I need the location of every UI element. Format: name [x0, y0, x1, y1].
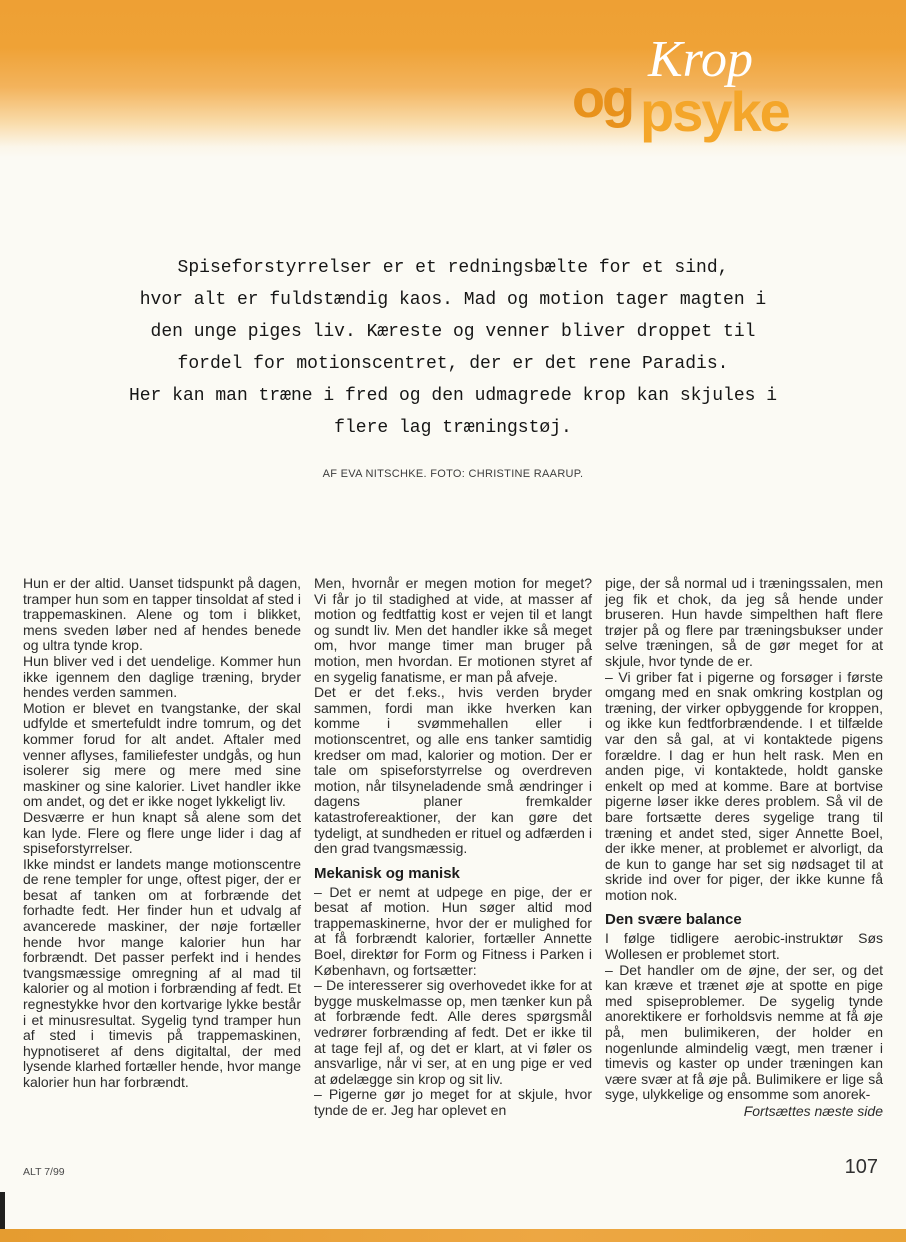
intro-line: den unge piges liv. Kæreste og venner bliver droppet til — [150, 322, 756, 342]
intro-line: flere lag træningstøj. — [334, 418, 572, 438]
page-number: 107 — [844, 1156, 878, 1178]
article-column-1 — [23, 576, 301, 1119]
intro-line: fordel for motionscentret, der er det rene Paradis. — [177, 354, 729, 374]
body-paragraph: I følge tidligere aerobic-instruktør Søs Wollesen er problemet stort. — [605, 930, 883, 963]
body-paragraph: Hun bliver ved i det uendelige. Kommer hun ikke igennem den daglige træning, bryder hendes verden sammen. — [23, 652, 301, 701]
masthead-gradient-header — [0, 0, 906, 158]
body-paragraph: Det er det f.eks., hvis verden bryder sammen, fordi man ikke hverken kan komme i svømmehallen eller i motionscentret, og alle ens tanker samtidig kredser om mad, kalorier og motion. Der er tale om spiseforstyrrelse og overdreven motion, når tilsyneladende små ændringer i dagens planer fremkalder katastrofereaktioner, der kan gøre det tydeligt, at sundheden er rituel og adfærden i den grad tvangsmæssig. — [314, 684, 592, 857]
masthead-word-psyke: psyke — [640, 80, 789, 143]
body-paragraph: – Vi griber fat i pigerne og forsøger i første omgang med en snak omkring kostplan og træning, der virker opbyggende for kroppen, og ikke kun fedtforbrændende. I et tilfælde var den så gal, at vi kontaktede pigens forældre. I dag er hun helt rask. Men en anden pige, vi kontaktede, holdt ganske enkelt op med at komme. Bare at bortvise pigerne løser ikke deres problem. Så vil de bare fortsætte deres sygelige trang til træning et andet sted, siger Annette Boel, der ikke mener, at problemet er alvorligt, da de kun to gange har set sig nødsaget til at skride ind over for piger, der ikke kunne få motion nok. — [605, 668, 883, 903]
body-paragraph: Hun er der altid. Uanset tidspunkt på dagen, tramper hun som en tapper tinsoldat af sted i trappemaskinen. Alene og tom i blikket, mens sveden løber ned af hendes benede og ultra tynde krop. — [23, 575, 301, 654]
masthead-word-og: og — [572, 69, 632, 129]
body-paragraph: Motion er blevet en tvangstanke, der skal udfylde et smertefuldt indre tomrum, og det kommer forud for alt andet. Aftaler med venner aflyses, familiefester undgås, og hun isolerer sig mere og mere med sine maskiner og sine kalorier. Livet handler ikke om andet, og det er ikke noget lykkeligt liv. — [23, 699, 301, 810]
body-paragraph: Ikke mindst er landets mange motionscentre de rene templer for unge, oftest piger, der er besat af tanken om at forbrænde det forhadte fedt. Her finder hun et udvalg af avancerede maskiner, der nøje fortæller hende hvor mange kalorier hun har forbrændt. Det passer perfekt ind i hendes tvangsmæssige omregning af al mad til kalorier og al motion i forbrænding af fedt. Et regnestykke hvor den kortvarige lykke består i et minusresultat. Sygelig tynd tramper hun af sted i timevis på trappemaskinen, hypnotiseret af dens digitaltal, der med lysende klarhed fortæller hende, hvor mange kalorier hun har forbrændt. — [23, 855, 301, 1090]
intro-line: Spiseforstyrrelser er et redningsbælte for et sind, — [177, 258, 729, 278]
scan-artifact — [0, 1192, 5, 1234]
body-paragraph: – Det handler om de øjne, der ser, og det kan kræve et trænet øje at spotte en pige med spiseproblemer. De sygelig tynde anorektikere er forholdsvis nemme at få øje på, men bulimikeren, der holder en nogenlunde almindelig vægt, men træner i timevis og kaster op under træningen kan være svær at få øje på. Bulimikere er lige så syge, ulykkelige og ensomme som anorek- — [605, 961, 883, 1103]
intro-line: hvor alt er fuldstændig kaos. Mad og motion tager magten i — [139, 290, 767, 310]
body-paragraph: – Det er nemt at udpege en pige, der er besat af motion. Hun søger altid mod trappemaskinerne, hvor der er mulighed for at få forbrændt kalorier, fortæller Annette Boel, direktør for Form og Fitness i Parken i København, og fortsætter: — [314, 883, 592, 978]
article-body — [23, 576, 883, 1119]
subheading: Den svære balance — [605, 911, 742, 929]
byline: AF EVA NITSCHKE. FOTO: CHRISTINE RAARUP. — [322, 468, 584, 480]
masthead-word-krop: Krop — [648, 31, 753, 88]
issue-label: ALT 7/99 — [23, 1166, 65, 1178]
continuation-note: Fortsættes næste side — [743, 1103, 883, 1119]
article-column-2 — [314, 576, 592, 1119]
body-paragraph: – De interesserer sig overhovedet ikke for at bygge muskelmasse op, men tænker kun på at forbrænde fedt. Alle deres spørgsmål vedrører forbrænding af fedt. Det er ikke til at tage fejl af, og det er klart, at vi føler os ansvarlige, når vi ser, at en ung pige er ved at ødelægge sin krop og sit liv. — [314, 977, 592, 1087]
bottom-orange-bar — [0, 1229, 906, 1242]
body-paragraph: – Pigerne gør jo meget for at skjule, hvor tynde de er. Jeg har oplevet en — [314, 1086, 592, 1118]
intro-line: Her kan man træne i fred og den udmagrede krop kan skjules i — [128, 386, 778, 406]
body-paragraph: pige, der så normal ud i træningssalen, men jeg fik et chok, da jeg så hende under bruseren. Hun havde simpelthen haft flere trøjer på og flere par træningsbukser under selve træningen, så de gør meget for at skjule, hvor tynde de er. — [605, 575, 883, 669]
body-paragraph: Men, hvornår er megen motion for meget? Vi får jo til stadighed at vide, at masser af motion og fedtfattig kost er vejen til et langt og sundt liv. Men det handler ikke så meget om, hvor mange timer man bruger på motion, men hvordan. Er motionen styret af en sygelig fanatisme, er man på afveje. — [314, 575, 592, 685]
subheading: Mekanisk og manisk — [314, 864, 460, 882]
article-column-3 — [605, 576, 883, 1119]
body-paragraph: Desværre er hun knapt så alene som det kan lyde. Flere og flere unge lider i dag af spiseforstyrrelser. — [23, 808, 301, 857]
